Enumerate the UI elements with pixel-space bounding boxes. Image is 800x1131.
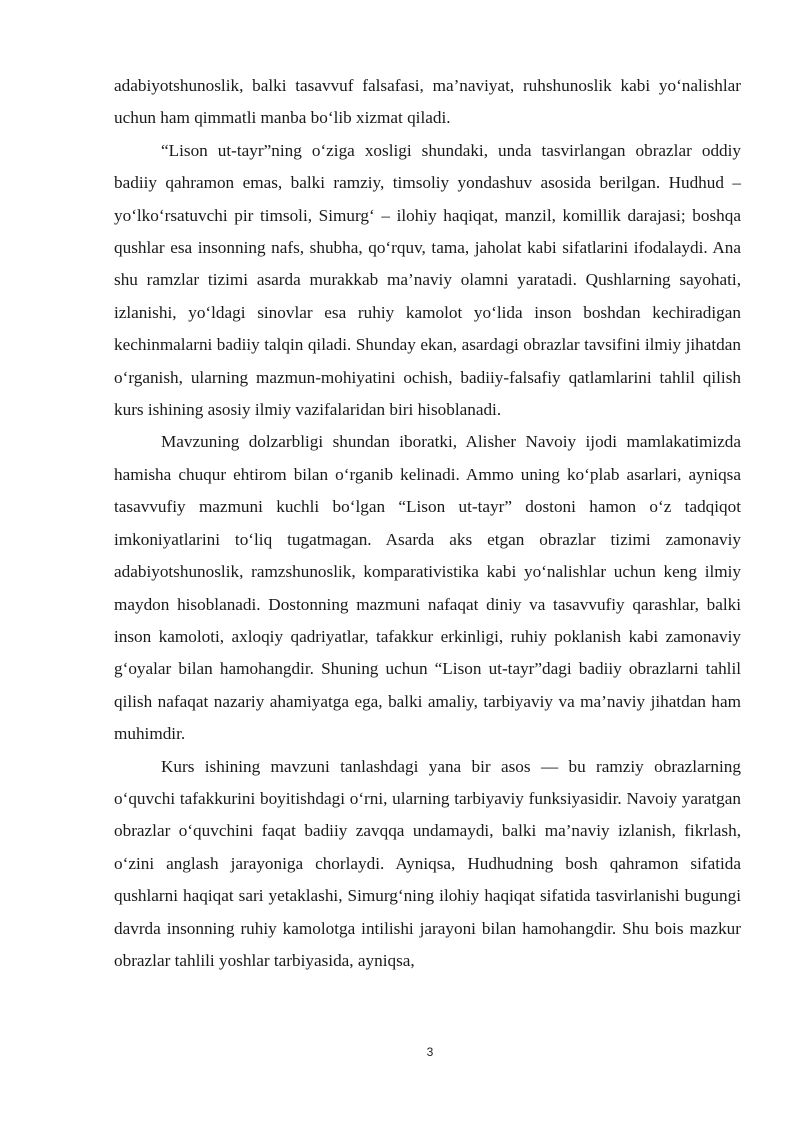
paragraph-topic-choice: Kurs ishining mavzuni tanlashdagi yana bir asos — bu ramziy obrazlarning o‘quvchi tafakkurini boyitishdagi o‘rni, ularning tarbiyaviy funksiyasidir. Navoiy yaratgan obrazlar o‘quvchini faqat badiiy zavqqa undamaydi, balki ma’naviy izlanish, fikrlash, o‘zini anglash jarayoniga chorlaydi. Ayniqsa, Hudhudning bosh qahramon sifatida qushlarni haqiqat sari yetaklashi, Simurg‘ning ilohiy haqiqat sifatida tasvirlanishi bugungi davrda insonning ruhiy kamolotga intilishi jarayoni bilan hamohangdir. Shu bois mazkur obrazlar tahlili yoshlar tarbiyasida, ayniqsa, [114,756,741,970]
paragraph-topic-relevance: Mavzuning dolzarbligi shundan iboratki, Alisher Navoiy ijodi mamlakatimizda hamisha chuqur ehtirom bilan o‘rganib kelinadi. Ammo uning ko‘plab asarlari, ayniqsa tasavvufiy mazmuni kuchli bo‘lgan “Lison ut-tayr” dostoni hamon o‘z tadqiqot imkoniyatlarini to‘liq tugatmagan. Asarda aks etgan obrazlar tizimi zamonaviy adabiyotshunoslik, ramzshunoslik, komparativistika kabi yo‘nalishlar uchun keng ilmiy maydon hisoblanadi. Dostonning mazmuni nafaqat diniy va tasavvufiy qarashlar, balki inson kamoloti, axloqiy qadriyatlar, tafakkur erkinligi, ruhiy poklanish kabi zamonaviy g‘oyalar bilan hamohangdir. Shuning uchun “Lison ut-tayr”dagi badiiy obrazlarni tahlil qilish nafaqat nazariy ahamiyatga ega, balki amaliy, tarbiyaviy va ma’naviy jihatdan ham muhimdir. [114,432,741,744]
paragraph-symbolic-images: “Lison ut-tayr”ning o‘ziga xosligi shundaki, unda tasvirlangan obrazlar oddiy badiiy qahramon emas, balki ramziy, timsoliy yondashuv asosida berilgan. Hudhud – yo‘lko‘rsatuvchi pir timsoli, Simurg‘ – ilohiy haqiqat, manzil, komillik darajasi; boshqa qushlar esa insonning nafs, shubha, qo‘rquv, tama, jaholat kabi sifatlarini ifodalaydi. Ana shu ramzlar tizimi asarda murakkab ma’naviy olamni yaratadi. Qushlarning sayohati, izlanishi, yo‘ldagi sinovlar esa ruhiy kamolot yo‘lida inson boshdan kechiradigan kechinmalarni badiiy talqin qiladi. Shunday ekan, asardagi obrazlar tavsifini ilmiy jihatdan o‘rganish, ularning mazmun-mohiyatini ochish, badiiy-falsafiy qatlamlarini tahlil qilish kurs ishining asosiy ilmiy vazifalaridan biri hisoblanadi. [114,140,741,420]
paragraph-continuation: adabiyotshunoslik, balki tasavvuf falsafasi, ma’naviyat, ruhshunoslik kabi yo‘nalishlar uchun ham qimmatli manba bo‘lib xizmat qiladi. [114,76,741,128]
document-body [114,70,741,977]
page-number: 3 [426,1045,434,1059]
